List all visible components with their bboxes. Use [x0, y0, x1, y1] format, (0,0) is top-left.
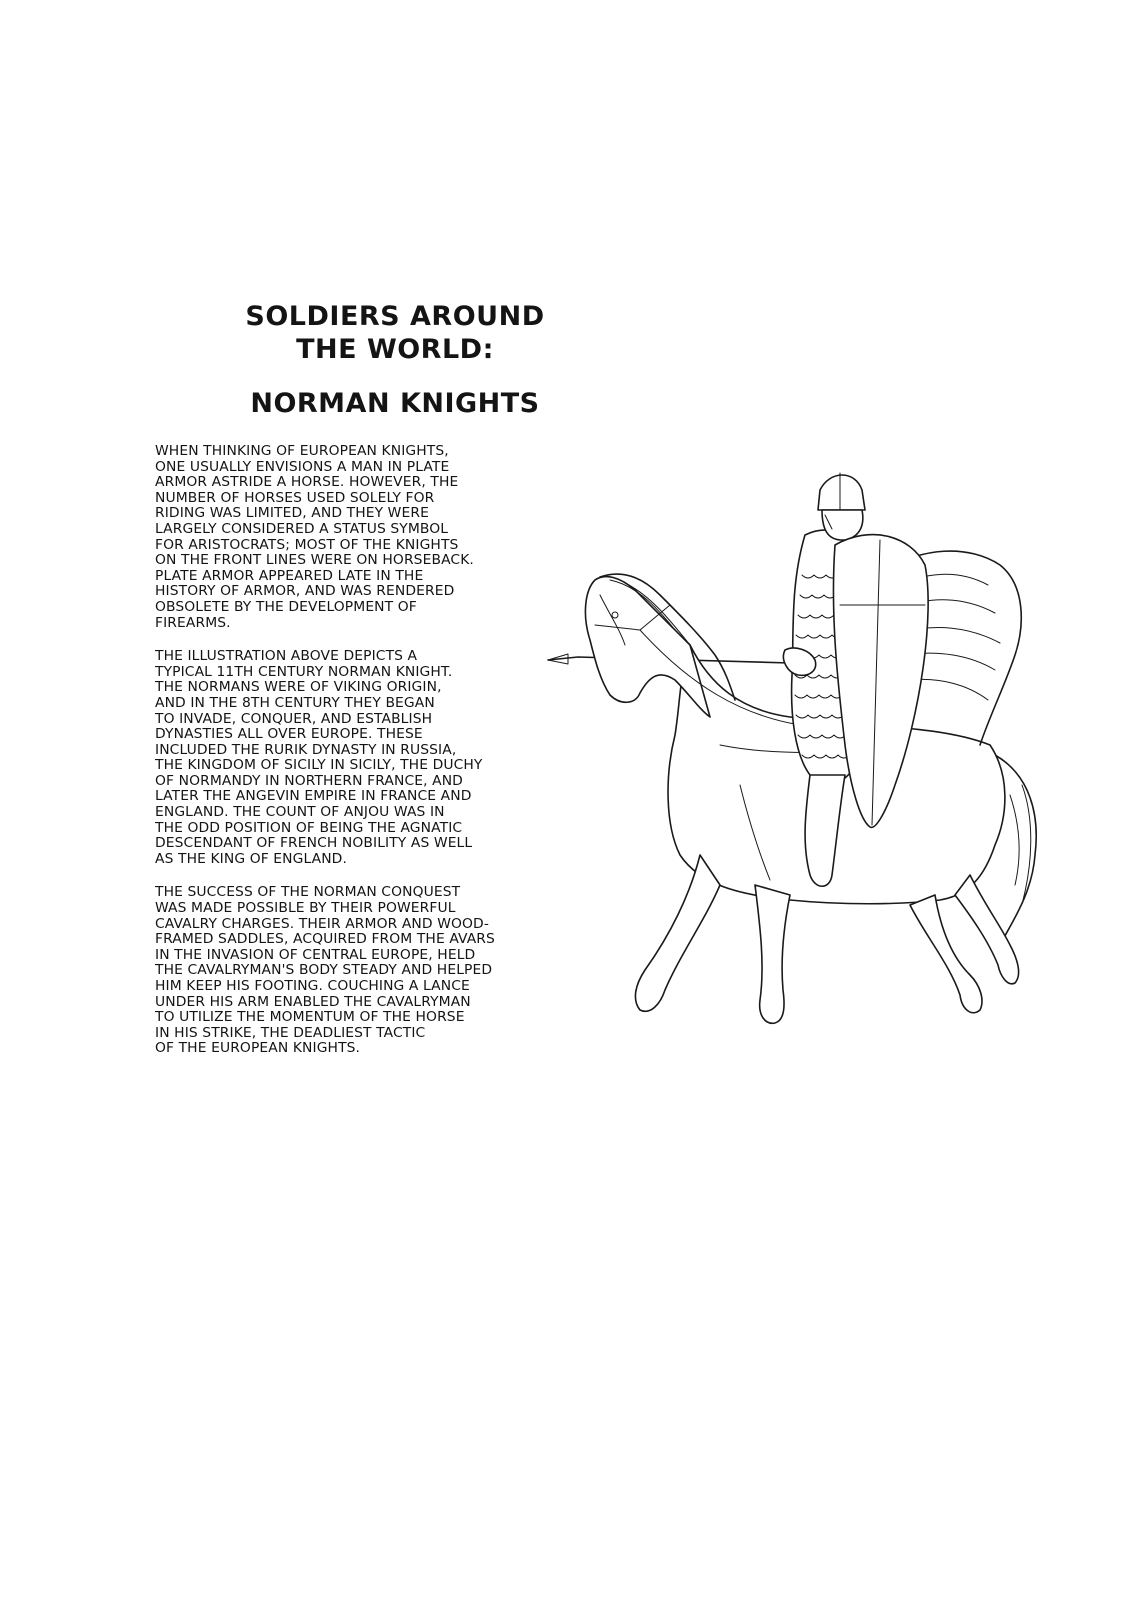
article-line: HISTORY OF ARMOR, AND WAS RENDERED — [155, 583, 455, 600]
article-line: HIM KEEP HIS FOOTING. COUCHING A LANCE — [155, 978, 470, 994]
article-line: THE ILLUSTRATION ABOVE DEPICTS A — [155, 648, 418, 665]
page-title-line-1: SOLDIERS AROUND — [245, 301, 545, 332]
article-paragraph-3 — [155, 885, 575, 1057]
article-line: IN HIS STRIKE, THE DEADLIEST TACTIC — [155, 1024, 426, 1041]
article-line: WHEN THINKING OF EUROPEAN KNIGHTS, — [155, 443, 449, 459]
mounted-norman-knight-icon — [540, 455, 1080, 1055]
article-line: UNDER HIS ARM ENABLED THE CAVALRYMAN — [155, 993, 471, 1010]
article-line: ARMOR ASTRIDE A HORSE. HOWEVER, THE — [155, 474, 459, 491]
article-line: THE NORMANS WERE OF VIKING ORIGIN, — [155, 679, 442, 696]
article-line: FIREARMS. — [155, 614, 231, 631]
article-line: PLATE ARMOR APPEARED LATE IN THE — [155, 567, 424, 584]
article-line: DYNASTIES ALL OVER EUROPE. THESE — [155, 726, 423, 743]
article-line: OBSOLETE BY THE DEVELOPMENT OF — [155, 598, 417, 615]
page-title-line-2: THE WORLD: — [296, 334, 494, 365]
article-line: ENGLAND. THE COUNT OF ANJOU WAS IN — [155, 804, 445, 821]
article-line: TO UTILIZE THE MOMENTUM OF THE HORSE — [155, 1009, 465, 1026]
article-line: FRAMED SADDLES, ACQUIRED FROM THE AVARS — [155, 931, 495, 948]
article-line: DESCENDANT OF FRENCH NOBILITY AS WELL — [155, 835, 473, 852]
article-line: INCLUDED THE RURIK DYNASTY IN RUSSIA, — [155, 741, 457, 758]
article-line: IN THE INVASION OF CENTRAL EUROPE, HELD — [155, 946, 476, 963]
article-line: WAS MADE POSSIBLE BY THEIR POWERFUL — [155, 900, 456, 917]
knight-illustration — [540, 455, 1080, 1055]
article-line: FOR ARISTOCRATS; MOST OF THE KNIGHTS — [155, 536, 459, 553]
article-paragraph-2 — [155, 649, 575, 867]
article-line: AND IN THE 8TH CENTURY THEY BEGAN — [155, 694, 435, 711]
article-line: OF NORMANDY IN NORTHERN FRANCE, AND — [155, 772, 463, 789]
article-line: THE CAVALRYMAN'S BODY STEADY AND HELPED — [155, 962, 493, 979]
article-line: TO INVADE, CONQUER, AND ESTABLISH — [155, 710, 433, 727]
article-line: NUMBER OF HORSES USED SOLELY FOR — [155, 489, 435, 506]
article-line: RIDING WAS LIMITED, AND THEY WERE — [155, 505, 429, 522]
article-line: LATER THE ANGEVIN EMPIRE IN FRANCE AND — [155, 788, 472, 805]
article-line: LARGELY CONSIDERED A STATUS SYMBOL — [155, 520, 449, 537]
article-line: TYPICAL 11TH CENTURY NORMAN KNIGHT. — [155, 663, 453, 680]
page-title-block — [230, 300, 560, 420]
article-line: ON THE FRONT LINES WERE ON HORSEBACK. — [155, 552, 474, 569]
article-line: OF THE EUROPEAN KNIGHTS. — [155, 1040, 361, 1057]
article-line: AS THE KING OF ENGLAND. — [155, 850, 347, 867]
article-paragraph-1 — [155, 444, 575, 631]
page-subtitle: NORMAN KNIGHTS — [250, 388, 540, 419]
article-line: THE ODD POSITION OF BEING THE AGNATIC — [155, 819, 463, 836]
article-line: CAVALRY CHARGES. THEIR ARMOR AND WOOD- — [155, 915, 489, 932]
article-line: ONE USUALLY ENVISIONS A MAN IN PLATE — [155, 458, 450, 475]
article-line: THE KINGDOM OF SICILY IN SICILY, THE DUCHY — [155, 757, 483, 774]
article-line: THE SUCCESS OF THE NORMAN CONQUEST — [155, 884, 461, 901]
article-body — [155, 444, 575, 1075]
